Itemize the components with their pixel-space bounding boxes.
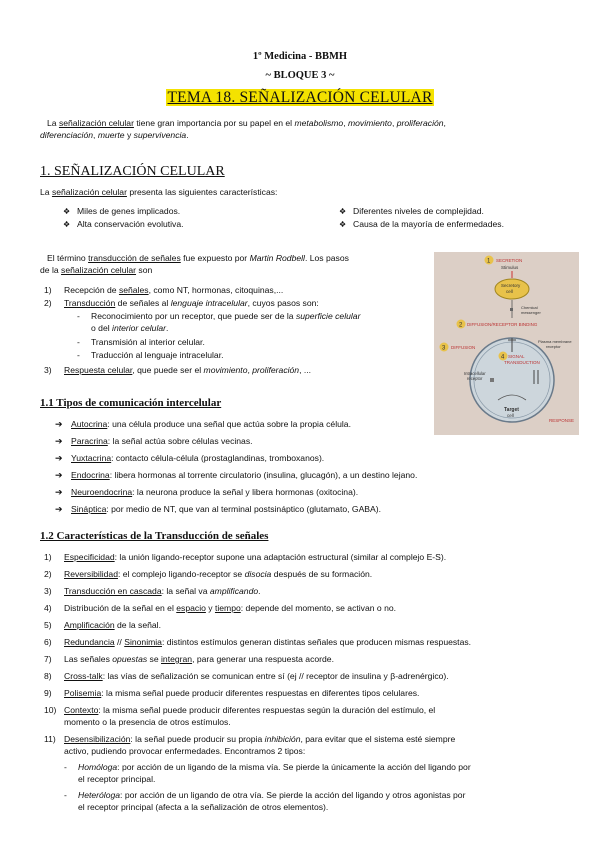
section-1-heading: 1. SEÑALIZACIÓN CELULAR [40, 164, 225, 179]
svg-text:cell: cell [507, 413, 514, 418]
intro-line-2: diferenciación, muerte y supervivencia. [40, 130, 189, 140]
svg-text:messenger: messenger [521, 310, 541, 315]
step-item: 1) Recepción de señales, como NT, hormonas, citoquinas,... [44, 285, 284, 295]
section-1-intro: La señalización celular presenta las siguientes características: [40, 187, 278, 197]
feature-bullet: ❖ Causa de la mayoría de enfermedades. [339, 219, 504, 229]
feature-item: 4) Distribución de la señal en el espacio y tiempo: depende del momento, se activan o no. [44, 603, 397, 613]
section-1-1-heading: 1.1 Tipos de comunicación intercelular [40, 397, 222, 409]
signaling-diagram [434, 252, 579, 435]
svg-text:Intracellular: Intracellular [464, 371, 486, 376]
substep-item: - Traducción al lenguaje intracelular. [77, 350, 224, 360]
feature-item: 3) Transducción en cascada: la señal va amplificando. [44, 586, 261, 596]
arrow-bullet-icon: ➔ [55, 470, 63, 480]
svg-text:Stimulus: Stimulus [501, 265, 519, 270]
arrow-bullet-icon: ➔ [55, 504, 63, 514]
diamond-bullet-icon: ❖ [339, 220, 347, 229]
svg-text:4: 4 [501, 354, 505, 361]
feature-item-continuation: momento o la presencia de otros estímulos. [64, 717, 231, 727]
svg-text:receptor: receptor [467, 376, 483, 381]
transduction-text-2: de la señalización celular son [40, 265, 153, 275]
desensitization-continuation: el receptor principal. [78, 774, 156, 784]
svg-text:Secretory: Secretory [501, 283, 521, 288]
feature-item: 6) Redundancia // Sinonimia: distintos estímulos generan distintas señales que producen mismas respuestas. [44, 637, 472, 647]
svg-text:Plasma membrane: Plasma membrane [538, 339, 572, 344]
course-header: 1º Medicina - BBMH [252, 51, 348, 62]
section-1-2-heading: 1.2 Características de la Transducción de señales [40, 530, 269, 542]
svg-text:DIFFUSION/RECEPTOR BINDING: DIFFUSION/RECEPTOR BINDING [467, 322, 538, 327]
svg-text:1: 1 [487, 258, 491, 265]
svg-text:SECRETION: SECRETION [496, 258, 523, 263]
svg-text:Target: Target [504, 407, 519, 413]
svg-text:TRANSDUCTION: TRANSDUCTION [504, 360, 540, 365]
step-item: 3) Respuesta celular, que puede ser el movimiento, proliferación, ... [44, 365, 312, 375]
svg-text:2: 2 [459, 322, 463, 329]
diamond-bullet-icon: ❖ [63, 207, 71, 216]
svg-text:SIGNAL: SIGNAL [508, 354, 525, 359]
communication-type-item: ➔ Sináptica: por medio de NT, que van al terminal postsináptico (glutamato, GABA). [55, 504, 382, 514]
feature-item: 9) Polisemia: la misma señal puede producir diferentes respuestas en diferentes tipos celulares. [44, 688, 420, 698]
feature-item: 7) Las señales opuestas se integran, para generar una respuesta acorde. [44, 654, 334, 664]
svg-text:RESPONSE: RESPONSE [549, 418, 575, 423]
communication-type-item: ➔ Autocrina: una célula produce una señal que actúa sobre la propia célula. [55, 419, 351, 429]
substep-item: - Reconocimiento por un receptor, que puede ser de la superficie celular [77, 311, 361, 321]
diamond-bullet-icon: ❖ [63, 220, 71, 229]
feature-item: 5) Amplificación de la señal. [44, 620, 161, 630]
substep-item: - Transmisión al interior celular. [77, 337, 205, 347]
desensitization-continuation: el receptor principal (afecta a la señalización de otros elementos). [78, 802, 329, 812]
page-title: TEMA 18. SEÑALIZACIÓN CELULAR [167, 89, 433, 106]
svg-text:DIFFUSION: DIFFUSION [451, 345, 476, 350]
feature-item: 2) Reversibilidad: el complejo ligando-receptor se disocia después de su formación. [44, 569, 373, 579]
block-header: ~ BLOQUE 3 ~ [265, 70, 335, 81]
desensitization-type: - Homóloga: por acción de un ligando de la misma vía. Se pierde la únicamente la acción del ligando por [64, 762, 471, 772]
feature-item: 10) Contexto: la misma señal puede producir diferentes respuestas según la duración del estímulo, el [44, 705, 436, 715]
communication-type-item: ➔ Paracrina: la señal actúa sobre células vecinas. [55, 436, 253, 446]
arrow-bullet-icon: ➔ [55, 453, 63, 463]
feature-item: 8) Cross-talk: las vías de señalización se comunican entre sí (ej // receptor de insulina y β-adrenérgico). [44, 671, 449, 681]
svg-text:Chemical: Chemical [521, 305, 538, 310]
arrow-bullet-icon: ➔ [55, 419, 63, 429]
diamond-bullet-icon: ❖ [339, 207, 347, 216]
feature-bullet: ❖ Diferentes niveles de complejidad. [339, 206, 484, 216]
transduction-text-1: El término transducción de señales fue expuesto por Martin Rodbell. Los pasos [47, 253, 349, 263]
communication-type-item: ➔ Endocrina: libera hormonas al torrente circulatorio (insulina, glucagón), a un destino lejano. [55, 470, 418, 480]
feature-item-continuation: activo, pudiendo provocar enfermedades. Encontramos 2 tipos: [64, 746, 306, 756]
communication-type-item: ➔ Yuxtacrina: contacto célula-célula (prostaglandinas, tromboxanos). [55, 453, 325, 463]
intro-line-1: La señalización celular tiene gran importancia por su papel en el metabolismo, movimiento, proliferación, [47, 118, 446, 128]
feature-bullet: ❖ Miles de genes implicados. [63, 206, 181, 216]
arrow-bullet-icon: ➔ [55, 436, 63, 446]
svg-text:3: 3 [442, 345, 446, 352]
substep-continuation: o del interior celular. [91, 323, 169, 333]
step-item: 2) Transducción de señales al lenguaje intracelular, cuyos pasos son: [44, 298, 319, 308]
arrow-bullet-icon: ➔ [55, 487, 63, 497]
feature-item: 11) Desensibilización: la señal puede producir su propia inhibición, para evitar que el sistema esté siempre [44, 734, 456, 744]
svg-text:receptor: receptor [546, 344, 561, 349]
svg-text:cell: cell [506, 289, 513, 294]
feature-bullet: ❖ Alta conservación evolutiva. [63, 219, 184, 229]
desensitization-type: - Heteróloga: por acción de un ligando de otra vía. Se pierde la acción del ligando y otros agonistas por [64, 790, 466, 800]
communication-type-item: ➔ Neuroendocrina: la neurona produce la señal y libera hormonas (oxitocina). [55, 487, 359, 497]
feature-item: 1) Especificidad: la unión ligando-receptor supone una adaptación estructural (similar al complejo E-S). [44, 552, 447, 562]
